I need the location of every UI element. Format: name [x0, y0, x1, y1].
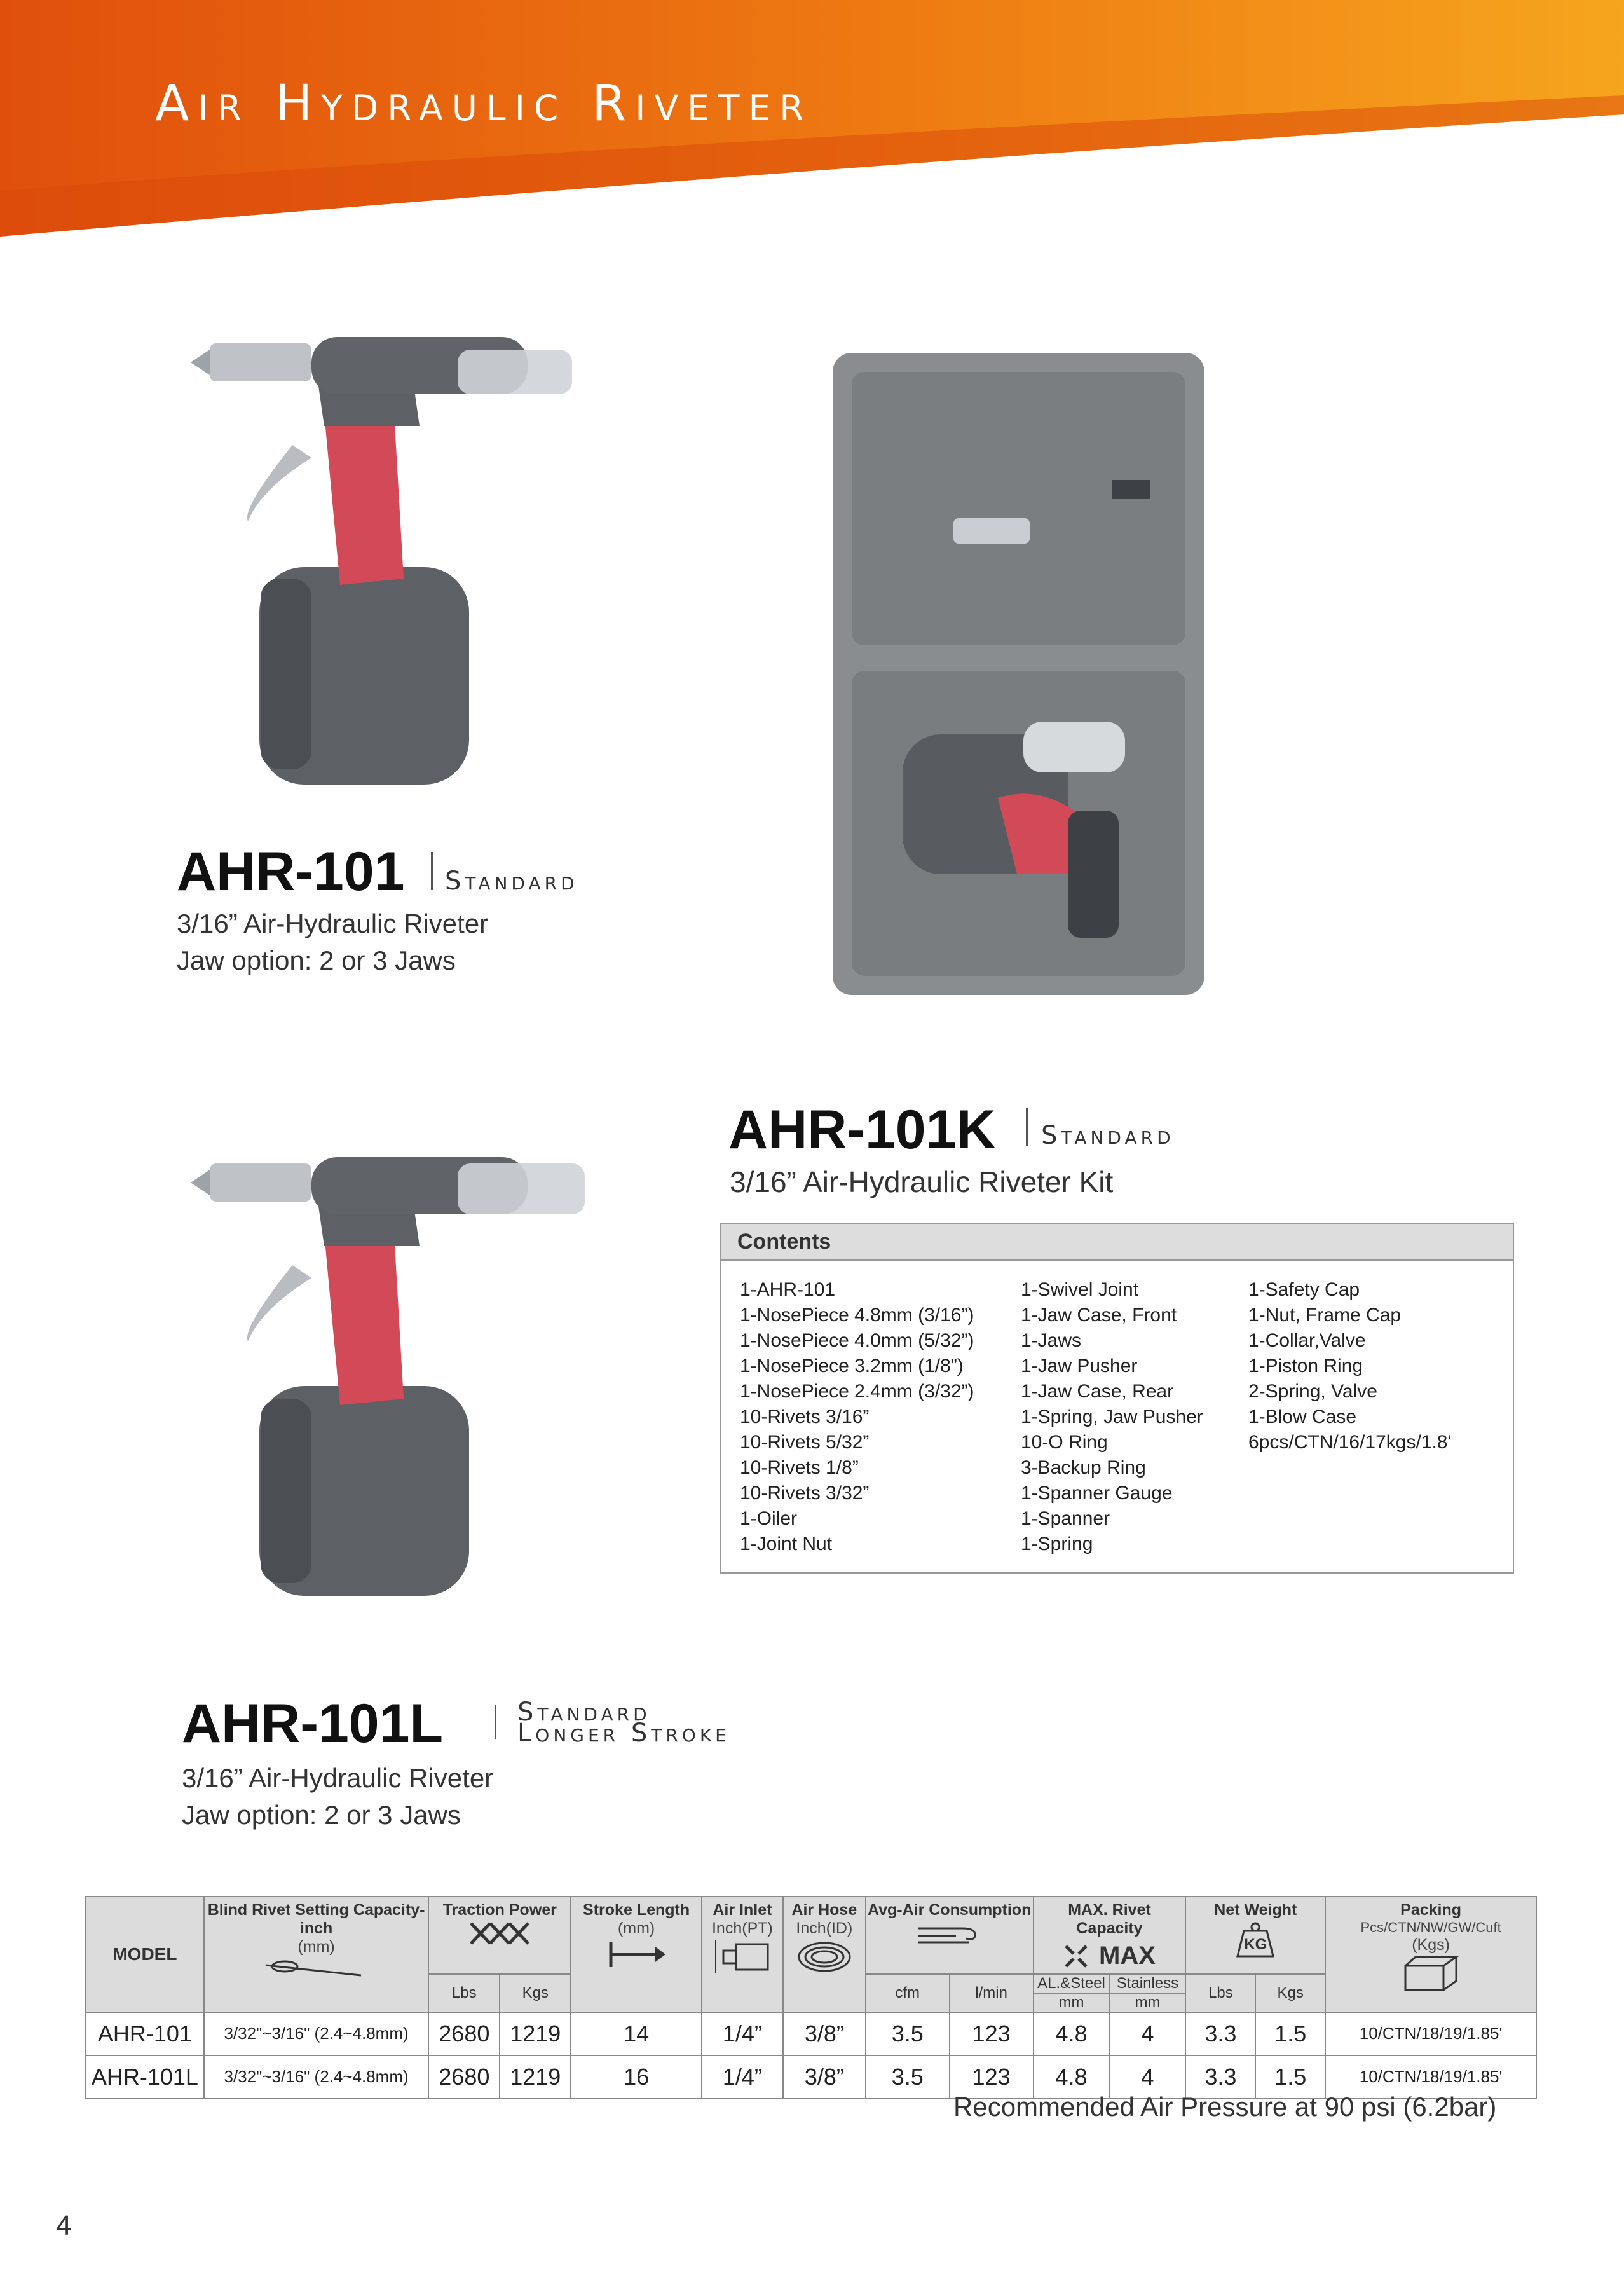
cell-packing: 10/CTN/18/19/1.85' [1325, 2012, 1536, 2055]
rivet-icon [259, 1956, 374, 1982]
page-number: 4 [56, 2210, 72, 2241]
cell-cfm: 3.5 [866, 2012, 950, 2055]
cell-weight-lbs: 3.3 [1185, 2012, 1255, 2055]
unit-kgs: Kgs [500, 1974, 571, 2012]
cell-capacity: 3/32"~3/16" (2.4~4.8mm) [204, 2055, 429, 2099]
cell-al-steel: 4.8 [1034, 2055, 1110, 2099]
contents-item: 1-Collar,Valve [1248, 1330, 1366, 1351]
air-pressure-note: Recommended Air Pressure at 90 psi (6.2bar) [953, 2092, 1497, 2122]
title-divider [1026, 1108, 1028, 1146]
model-tag: Standard [1041, 1121, 1175, 1150]
air-inlet-header: Air Inlet Inch(PT) [702, 1897, 783, 2012]
title-divider [431, 852, 433, 890]
cell-weight-kgs: 1.5 [1255, 2055, 1325, 2099]
contents-item: 1-Jaws [1021, 1330, 1082, 1351]
contents-item: 1-Oiler [740, 1508, 798, 1529]
contents-column-3 [1248, 1277, 1451, 1455]
contents-item: 1-Jaw Case, Front [1021, 1305, 1177, 1326]
contents-column-1 [740, 1277, 974, 1557]
model-name: AHR-101 [177, 841, 405, 902]
cell-stainless: 4 [1110, 2012, 1186, 2055]
title-divider [495, 1705, 496, 1739]
avg-air-consumption-header: Avg-Air Consumption [866, 1897, 1034, 1974]
contents-item: 10-Rivets 3/32” [740, 1483, 870, 1504]
riveter-image [184, 299, 591, 807]
jaw-option-text: Jaw option: 2 or 3 Jaws [182, 1800, 461, 1830]
contents-item: 10-O Ring [1021, 1432, 1108, 1453]
stroke-length-header: Stroke Length (mm) [571, 1897, 702, 2012]
table-row [86, 2012, 1536, 2055]
cell-air-inlet: 1/4” [702, 2012, 783, 2055]
cell-cfm: 3.5 [866, 2055, 950, 2099]
cell-model: AHR-101L [86, 2055, 204, 2099]
cell-model: AHR-101 [86, 2012, 204, 2055]
contents-item: 1-NosePiece 2.4mm (3/32”) [740, 1381, 974, 1402]
contents-item: 3-Backup Ring [1021, 1457, 1146, 1478]
contents-item: 1-Jaw Pusher [1021, 1355, 1138, 1376]
blind-rivet-header: Blind Rivet Setting Capacity-inch (mm) [204, 1897, 429, 2012]
contents-item: 1-NosePiece 4.0mm (5/32”) [740, 1330, 974, 1351]
contents-title: Contents [721, 1224, 1513, 1261]
unit-al-steel: AL.&Steel mm [1034, 1974, 1110, 2012]
cell-capacity: 3/32"~3/16" (2.4~4.8mm) [204, 2012, 429, 2055]
model-name: AHR-101L [182, 1693, 443, 1754]
cell-traction-kgs: 1219 [500, 2055, 571, 2099]
contents-item: 10-Rivets 3/16” [740, 1406, 870, 1427]
model-tag: Standard [445, 867, 578, 896]
contents-item: 1-Spring [1021, 1534, 1093, 1554]
riveter-longer-stroke-image [184, 1119, 591, 1615]
air-hose-header: Air Hose Inch(ID) [783, 1897, 866, 2012]
contents-item: 2-Spring, Valve [1248, 1381, 1377, 1402]
contents-item: 1-Blow Case [1248, 1406, 1357, 1427]
cell-traction-lbs: 2680 [428, 2055, 500, 2099]
product-description: 3/16” Air-Hydraulic Riveter [182, 1763, 494, 1793]
traction-icon [465, 1919, 535, 1947]
cell-weight-kgs: 1.5 [1255, 2012, 1325, 2055]
spec-table [85, 1896, 1537, 2099]
air-flow-icon [911, 1919, 988, 1947]
contents-item: 1-Joint Nut [740, 1534, 833, 1554]
max-icon-text: MAX [1099, 1942, 1156, 1970]
expand-arrows-icon [1063, 1944, 1089, 1969]
contents-item: 1-Spring, Jaw Pusher [1021, 1406, 1203, 1427]
contents-item: 1-NosePiece 4.8mm (3/16”) [740, 1305, 974, 1326]
contents-item: 1-NosePiece 3.2mm (1/8”) [740, 1355, 964, 1376]
air-inlet-icon [711, 1938, 774, 1976]
contents-item: 1-Piston Ring [1248, 1355, 1363, 1376]
unit-lbs: Lbs [1185, 1974, 1255, 2012]
contents-item: 6pcs/CTN/16/17kgs/1.8' [1248, 1432, 1452, 1453]
riveter-kit-case-image [833, 353, 1204, 995]
contents-item: 1-AHR-101 [740, 1279, 836, 1300]
stroke-icon [604, 1938, 668, 1970]
cell-weight-lbs: 3.3 [1185, 2055, 1255, 2099]
model-tag: Standard [517, 1698, 651, 1727]
contents-item: 1-Swivel Joint [1021, 1279, 1139, 1300]
unit-lbs: Lbs [428, 1974, 500, 2012]
cell-air-inlet: 1/4” [702, 2055, 783, 2099]
contents-column-2 [1021, 1277, 1203, 1557]
max-rivet-capacity-header: MAX. Rivet Capacity MAX [1034, 1897, 1186, 1974]
unit-kgs: Kgs [1255, 1974, 1325, 2012]
cell-stainless: 4 [1110, 2055, 1186, 2099]
contents-item: 1-Jaw Case, Rear [1021, 1381, 1174, 1402]
contents-item: 1-Spanner [1021, 1508, 1110, 1529]
cell-al-steel: 4.8 [1034, 2012, 1110, 2055]
cell-packing: 10/CTN/18/19/1.85' [1325, 2055, 1536, 2099]
product-description: 3/16” Air-Hydraulic Riveter Kit [730, 1165, 1114, 1198]
packing-header: Packing Pcs/CTN/NW/GW/Cuft (Kgs) [1325, 1897, 1536, 2012]
model-name: AHR-101K [728, 1099, 996, 1160]
cell-traction-lbs: 2680 [428, 2012, 500, 2055]
weight-icon [1235, 1922, 1276, 1958]
unit-l-min: l/min [950, 1974, 1034, 2012]
page-title: Air Hydraulic Riveter [155, 75, 813, 132]
traction-power-header: Traction Power [428, 1897, 571, 1974]
cell-traction-kgs: 1219 [500, 2012, 571, 2055]
product-description: 3/16” Air-Hydraulic Riveter [177, 909, 489, 938]
cell-stroke: 16 [571, 2055, 702, 2099]
contents-item: 10-Rivets 5/32” [740, 1432, 870, 1453]
model-header: MODEL [86, 1897, 204, 2012]
cell-stroke: 14 [571, 2012, 702, 2055]
cell-l-min: 123 [950, 2012, 1034, 2055]
contents-item: 1-Safety Cap [1248, 1279, 1360, 1300]
unit-stainless: Stainless mm [1110, 1974, 1186, 2012]
model-tag-longer-stroke: Longer Stroke [517, 1719, 730, 1748]
kg-icon-text: KG [1244, 1936, 1267, 1953]
cell-air-hose: 3/8” [783, 2055, 866, 2099]
contents-item: 1-Spanner Gauge [1021, 1483, 1173, 1504]
contents-item: 10-Rivets 1/8” [740, 1457, 859, 1478]
cell-l-min: 123 [950, 2055, 1034, 2099]
cell-air-hose: 3/8” [783, 2012, 866, 2055]
air-hose-icon [793, 1938, 856, 1976]
jaw-option-text: Jaw option: 2 or 3 Jaws [177, 945, 456, 975]
contents-box [720, 1223, 1514, 1574]
carton-icon [1399, 1954, 1463, 1993]
contents-item: 1-Nut, Frame Cap [1248, 1305, 1402, 1326]
unit-cfm: cfm [866, 1974, 950, 2012]
net-weight-header: Net Weight KG [1185, 1897, 1325, 1974]
